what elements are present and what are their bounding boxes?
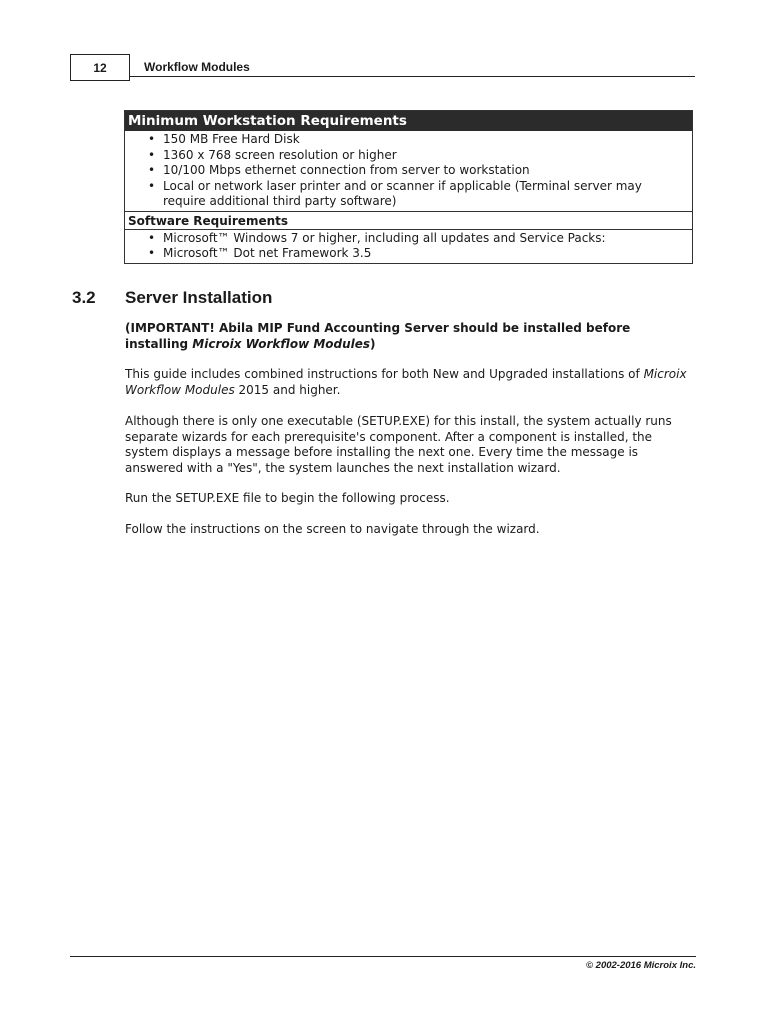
- important-note-product: Microix Workflow Modules: [192, 336, 371, 351]
- paragraph-guide-suffix: 2015 and higher.: [234, 382, 341, 397]
- software-requirements-list: [125, 230, 692, 263]
- list-item: [125, 148, 692, 164]
- important-note: [125, 321, 690, 352]
- section-title: Server Installation: [125, 288, 273, 307]
- list-item: [125, 179, 692, 210]
- software-requirements-heading: Software Requirements: [125, 211, 692, 230]
- page-number: 12: [70, 54, 130, 81]
- section-number: 3.2: [72, 288, 96, 307]
- paragraph-guide: [125, 367, 690, 398]
- list-item: [125, 246, 692, 262]
- paragraph-follow-instructions: Follow the instructions on the screen to navigate through the wizard.: [125, 522, 540, 536]
- list-item-text: 1360 x 768 screen resolution or higher: [163, 147, 397, 162]
- list-item: [125, 132, 692, 148]
- header-rule: [130, 76, 695, 77]
- paragraph-executable: Although there is only one executable (SETUP.EXE) for this install, the system actually runs separate wizards for each prerequisite's component. After a component is installed, the system displays a message before installing the next one. Every time the message is answered with a "Yes", the system launches the next installation wizard.: [125, 414, 672, 475]
- bullet: •: [148, 147, 156, 162]
- paragraph-guide-prefix: This guide includes combined instructions for both New and Upgraded installations of: [125, 367, 644, 381]
- list-item: [125, 163, 692, 179]
- important-note-prefix: (IMPORTANT! Abila MIP Fund Accounting Server should be installed before installing: [125, 321, 631, 351]
- list-item-text: 10/100 Mbps ethernet connection from server to workstation: [163, 163, 530, 177]
- important-note-suffix: ): [370, 336, 376, 351]
- list-item-text: Microsoft™ Windows 7 or higher, including all updates and Service Packs:: [163, 230, 606, 245]
- workstation-requirements-heading: Minimum Workstation Requirements: [125, 111, 692, 131]
- bullet: •: [148, 132, 156, 146]
- workstation-requirements-list: [125, 131, 692, 211]
- bullet: •: [148, 230, 156, 245]
- footer-rule: [70, 956, 696, 957]
- footer-copyright: © 2002-2016 Microix Inc.: [586, 960, 696, 971]
- paragraph-guide-product: Microix Workflow Modules: [125, 367, 687, 397]
- list-item-text: Microsoft™ Dot net Framework 3.5: [163, 246, 372, 260]
- bullet: •: [148, 163, 156, 177]
- requirements-table: [124, 110, 693, 264]
- list-item-text: 150 MB Free Hard Disk: [163, 132, 300, 146]
- list-item: [125, 231, 692, 247]
- list-item-text: Local or network laser printer and or scanner if applicable (Terminal server may require additional third party software): [163, 178, 642, 208]
- bullet: •: [148, 178, 156, 193]
- running-header-title: Workflow Modules: [144, 60, 250, 74]
- paragraph-run-setup: Run the SETUP.EXE file to begin the following process.: [125, 491, 450, 505]
- bullet: •: [148, 246, 156, 260]
